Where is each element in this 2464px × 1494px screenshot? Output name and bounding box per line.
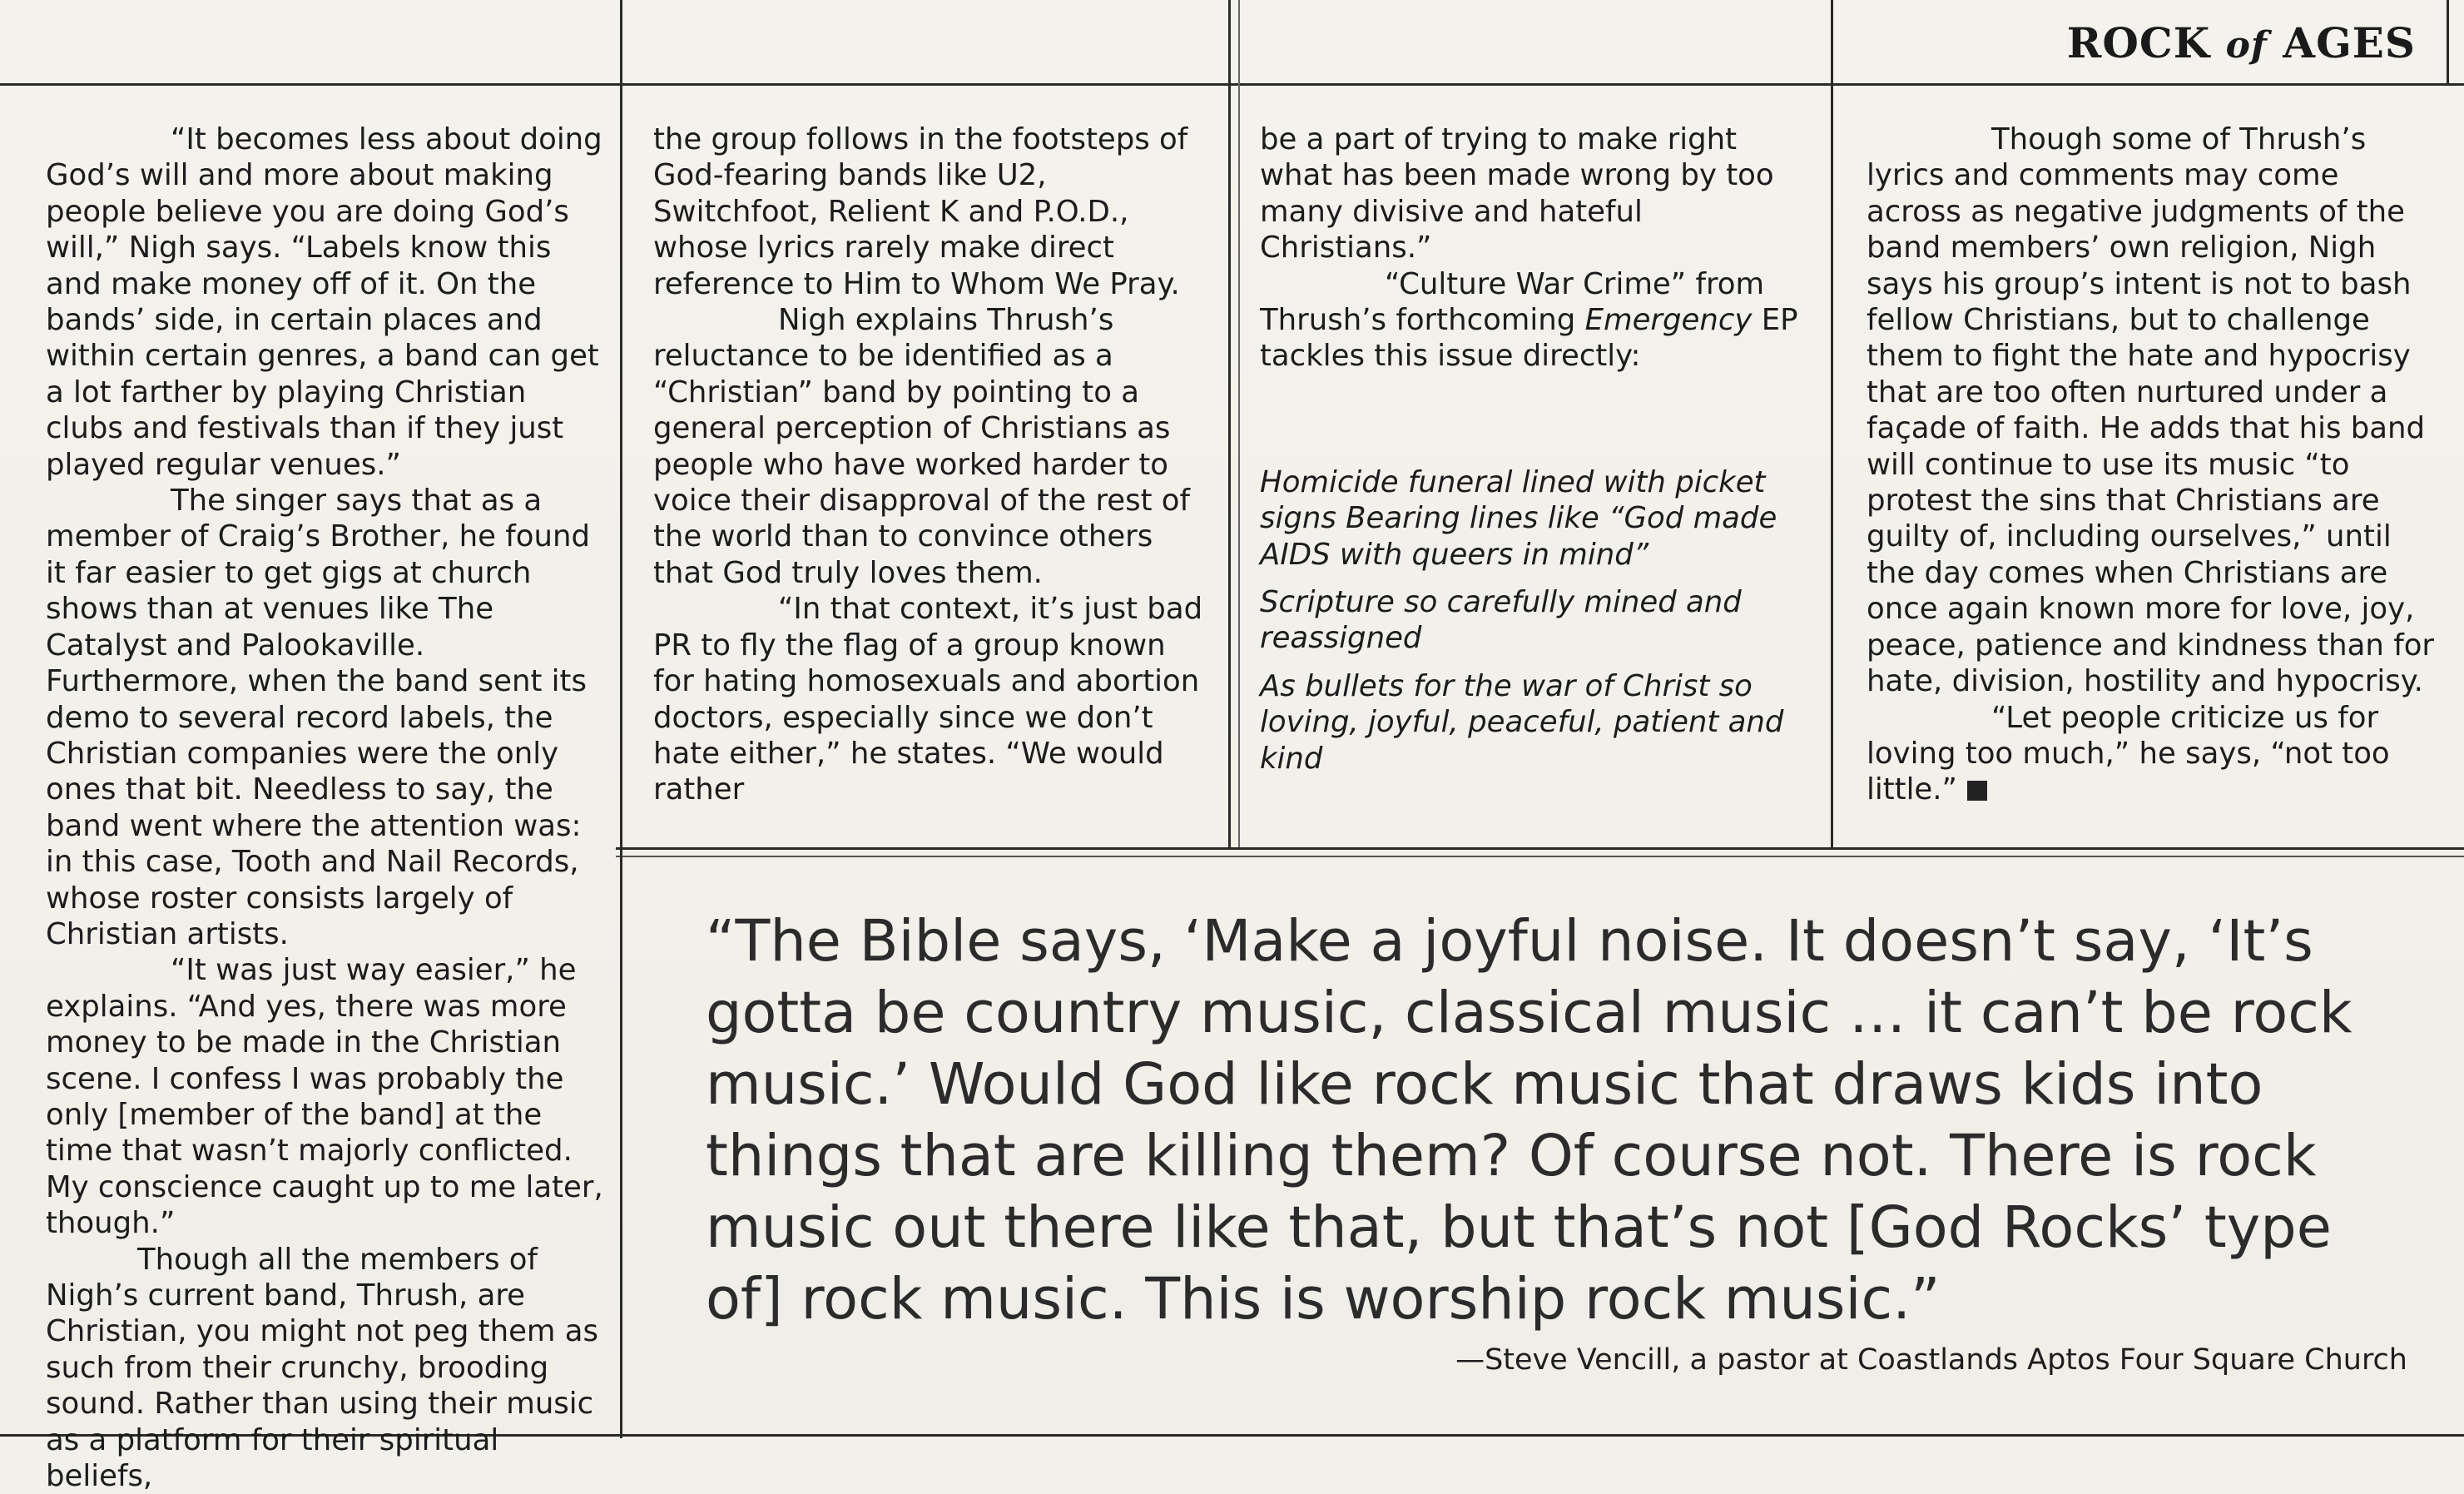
- pull-quote-attribution: —Steve Vencill, a pastor at Coastlands Aptos Four Square Church: [1455, 1343, 2407, 1377]
- article-column-4: [1867, 122, 2441, 808]
- paragraph: Though some of Thrush’s lyrics and comments may come across as negative judgments of the band members’ own religion, Nigh says his group’s intent is not to bash fellow Christians, but to challenge them to fight the hate and hypocrisy that are too often nurtured under a façade of faith. He adds that his band will continue to use its music “to protest the sins that Christians are guilty of, including ourselves,” until the day comes when Christians are once again known more for love, joy, peace, patience and kindness than for hate, division, hostility and hypocrisy.: [1867, 122, 2435, 699]
- column-divider-3: [1831, 0, 1833, 847]
- paragraph: Though all the members of Nigh’s current band, Thrush, are Christian, you might not peg them as such from their crunchy, brooding sound. Rather than using their music as a platform for their spiritual beliefs,: [46, 1242, 599, 1494]
- masthead-of: of: [2225, 24, 2268, 67]
- paragraph-text: “Let people criticize us for loving too much,” he says, “not too little.”: [1867, 700, 2390, 807]
- masthead-ages: AGES: [2283, 18, 2416, 67]
- lyric-stanza: Scripture so carefully mined and reassigned: [1260, 585, 1742, 656]
- masthead-right-rule: [2447, 0, 2449, 83]
- lyrics-block: [1260, 464, 1817, 777]
- paragraph: “It becomes less about doing God’s will and more about making people believe you are doing God’s will,” Nigh says. “Labels know this and make money off of it. On the bands’ side, in certain places and within certain genres, a band can get a lot farther by playing Christian clubs and festivals than if they just played regular venues.”: [46, 122, 602, 482]
- paragraph: “In that context, it’s just bad PR to fly the flag of a group known for hating homosexuals and abortion doctors, especially since we don’t hate either,” he states. “We would rather: [653, 592, 1203, 807]
- paragraph: [1867, 700, 2441, 808]
- paragraph: be a part of trying to make right what has been made wrong by too many divisive and hateful Christians.”: [1260, 122, 1774, 266]
- top-rule: [0, 83, 2464, 86]
- pull-quote: “The Bible says, ‘Make a joyful noise. It doesn’t say, ‘It’s gotta be country music, classical music … it can’t be rock music.’ Would God like rock music that draws kids into things that are killing them? Of course not. There is rock music out there like that, but that’s not [God Rocks’ type of] rock music. This is worship rock music.”: [706, 908, 2352, 1333]
- paragraph: the group follows in the footsteps of God-fearing bands like U2, Switchfoot, Relient K and P.O.D., whose lyrics rarely make direct reference to Him to Whom We Pray.: [653, 122, 1188, 301]
- paragraph: Nigh explains Thrush’s reluctance to be identified as a “Christian” band by pointing to a general perception of Christians as people who have worked harder to voice their disapproval of the rest of the world than to convince others that God truly loves them.: [653, 303, 1191, 590]
- masthead-rock: ROCK: [2066, 18, 2226, 67]
- column-divider-1: [620, 0, 622, 1438]
- paragraph: The singer says that as a member of Craig’s Brother, he found it far easier to get gigs at church shows than at venues like The Catalyst and Palookaville. Furthermore, when the band sent its demo to several record labels, the Christian companies were the only ones that bit. Needless to say, the band went where the attention was: in this case, Tooth and Nail Records, whose roster consists largely of Christian artists.: [46, 484, 591, 951]
- lyric-stanza: As bullets for the war of Christ so loving, joyful, peaceful, patient and kind: [1260, 668, 1784, 776]
- paragraph-text: EP tackles this issue directly:: [1260, 303, 1798, 374]
- paragraph-text: “Culture War Crime” from Thrush’s forthcoming: [1260, 266, 1765, 338]
- paragraph: “It was just way easier,” he explains. “And yes, there was more money to be made in the Christian scene. I confess I was probably the only [member of the band] at the time that wasn’t majorly conflicted. My conscience caught up to me later, though.”: [46, 953, 603, 1241]
- end-of-story-mark-icon: [1967, 781, 1987, 801]
- lyric-stanza: Homicide funeral lined with picket signs Bearing lines like “God made AIDS with queers in mind”: [1260, 464, 1777, 572]
- paragraph: [1260, 266, 1817, 375]
- section-masthead: [2067, 18, 2416, 67]
- article-column-2: [653, 122, 1211, 808]
- article-column-1: [46, 122, 612, 1494]
- ep-title: Emergency: [1584, 303, 1753, 338]
- column-divider-2-inner: [1238, 0, 1240, 847]
- column-divider-2: [1228, 0, 1231, 847]
- pullquote-top-rule: [616, 847, 2464, 850]
- pullquote-top-rule-inner: [616, 856, 2464, 857]
- article-column-3: [1260, 122, 1817, 788]
